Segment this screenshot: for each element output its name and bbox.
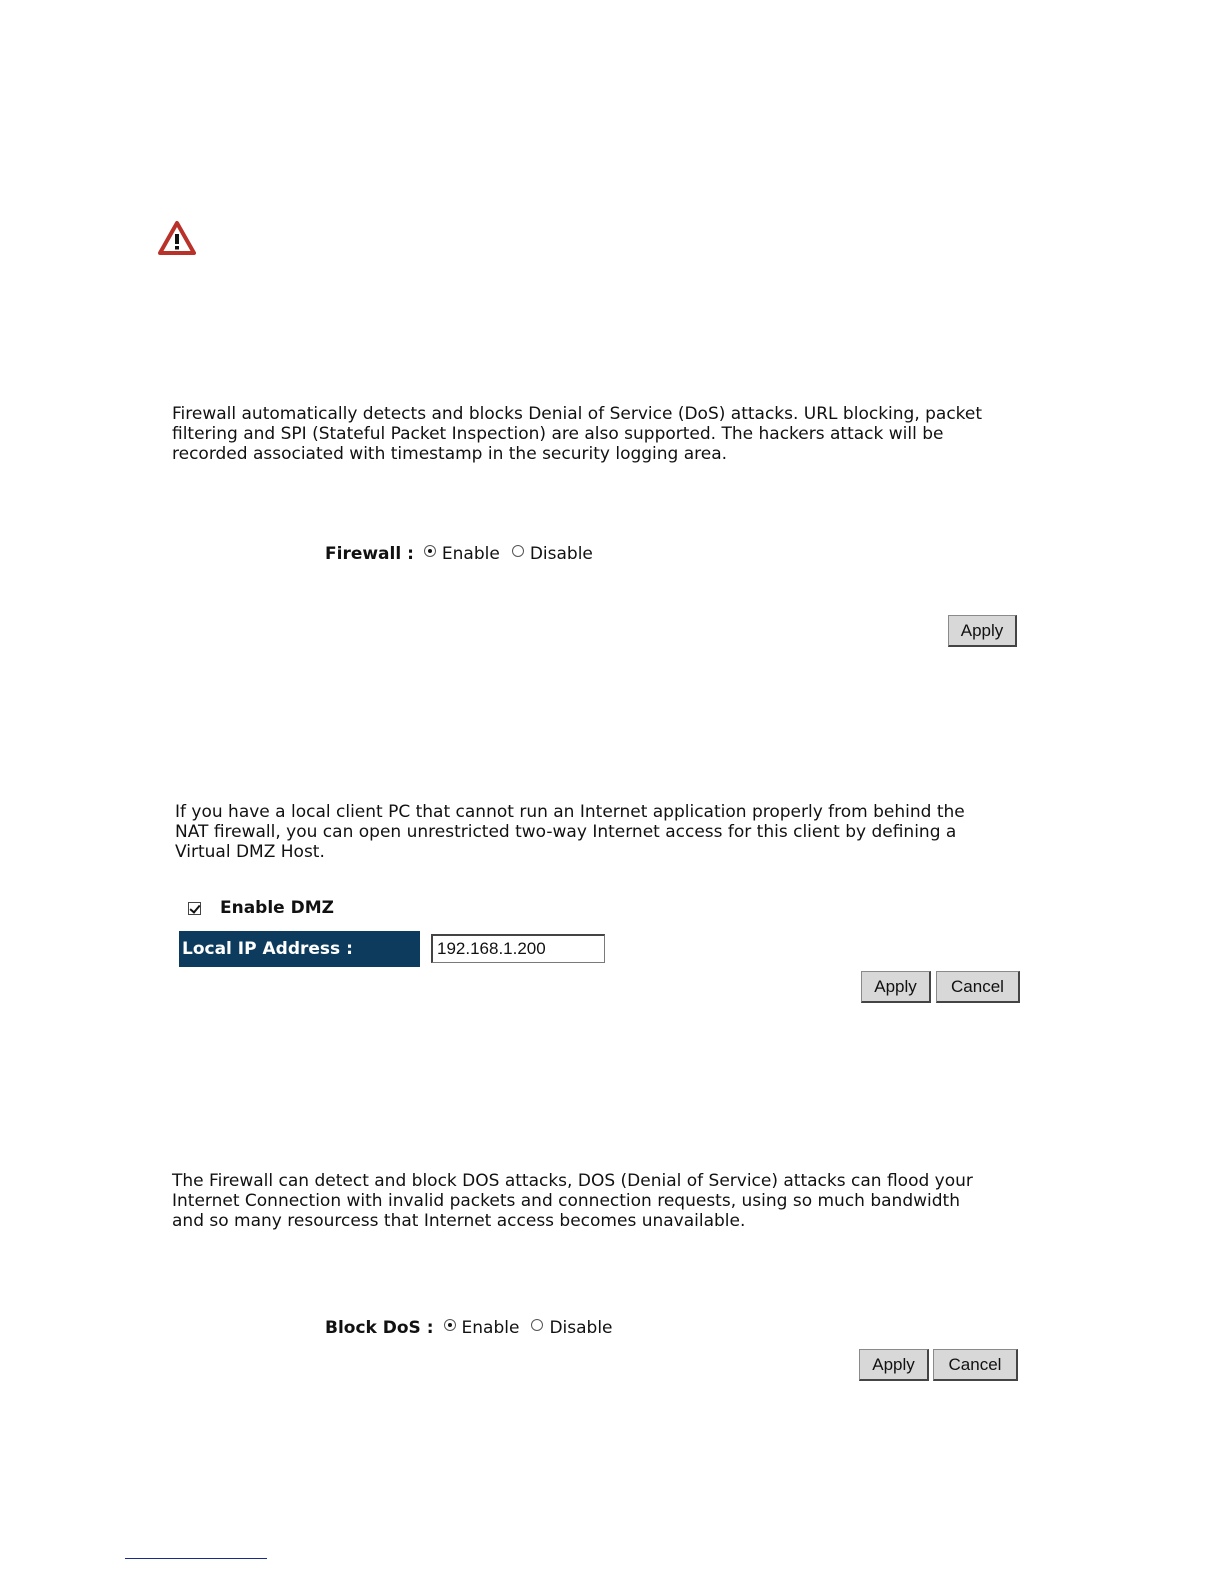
- enable-dmz-checkbox-wrap: [188, 900, 201, 919]
- footnote-divider: [125, 1558, 267, 1559]
- dmz-cancel-button[interactable]: Cancel: [936, 971, 1020, 1003]
- dos-cancel-button[interactable]: Cancel: [933, 1349, 1018, 1381]
- dos-disable-label: Disable: [549, 1318, 613, 1338]
- dos-enable-label: Enable: [461, 1318, 520, 1338]
- dos-description: The Firewall can detect and block DOS attacks, DOS (Denial of Service) attacks can flood your Internet Connection with invalid packets and connection requests, using so much bandwidth and so many resourcess that Internet access becomes unavailable.: [172, 1171, 973, 1231]
- enable-dmz-checkbox[interactable]: [188, 902, 201, 915]
- firewall-description: Firewall automatically detects and blocks Denial of Service (DoS) attacks. URL blocking, packet filtering and SPI (Stateful Packet Inspection) are also supported. The hackers attack will be recorded associated with timestamp in the security logging area.: [172, 404, 983, 464]
- dos-radio-group: [325, 1317, 625, 1339]
- local-ip-label: Local IP Address :: [179, 931, 420, 967]
- block-dos-label: Block DoS :: [325, 1318, 434, 1338]
- dos-disable-radio[interactable]: [531, 1319, 543, 1331]
- firewall-label: Firewall :: [325, 544, 414, 564]
- dmz-description: If you have a local client PC that cannot run an Internet application properly from behind the NAT firewall, you can open unrestricted two-way Internet access for this client by defining a Virtual DMZ Host.: [175, 802, 965, 862]
- firewall-enable-radio[interactable]: [424, 545, 436, 557]
- firewall-apply-button[interactable]: Apply: [948, 615, 1017, 647]
- firewall-disable-label: Disable: [529, 544, 593, 564]
- dos-apply-button[interactable]: Apply: [859, 1349, 929, 1381]
- enable-dmz-label: Enable DMZ: [220, 898, 334, 918]
- firewall-disable-radio[interactable]: [512, 545, 524, 557]
- warning-icon: [158, 220, 196, 256]
- firewall-enable-label: Enable: [441, 544, 500, 564]
- firewall-radio-group: [325, 543, 605, 565]
- dmz-apply-button[interactable]: Apply: [861, 971, 931, 1003]
- dos-enable-radio[interactable]: [444, 1319, 456, 1331]
- local-ip-input[interactable]: [431, 934, 605, 963]
